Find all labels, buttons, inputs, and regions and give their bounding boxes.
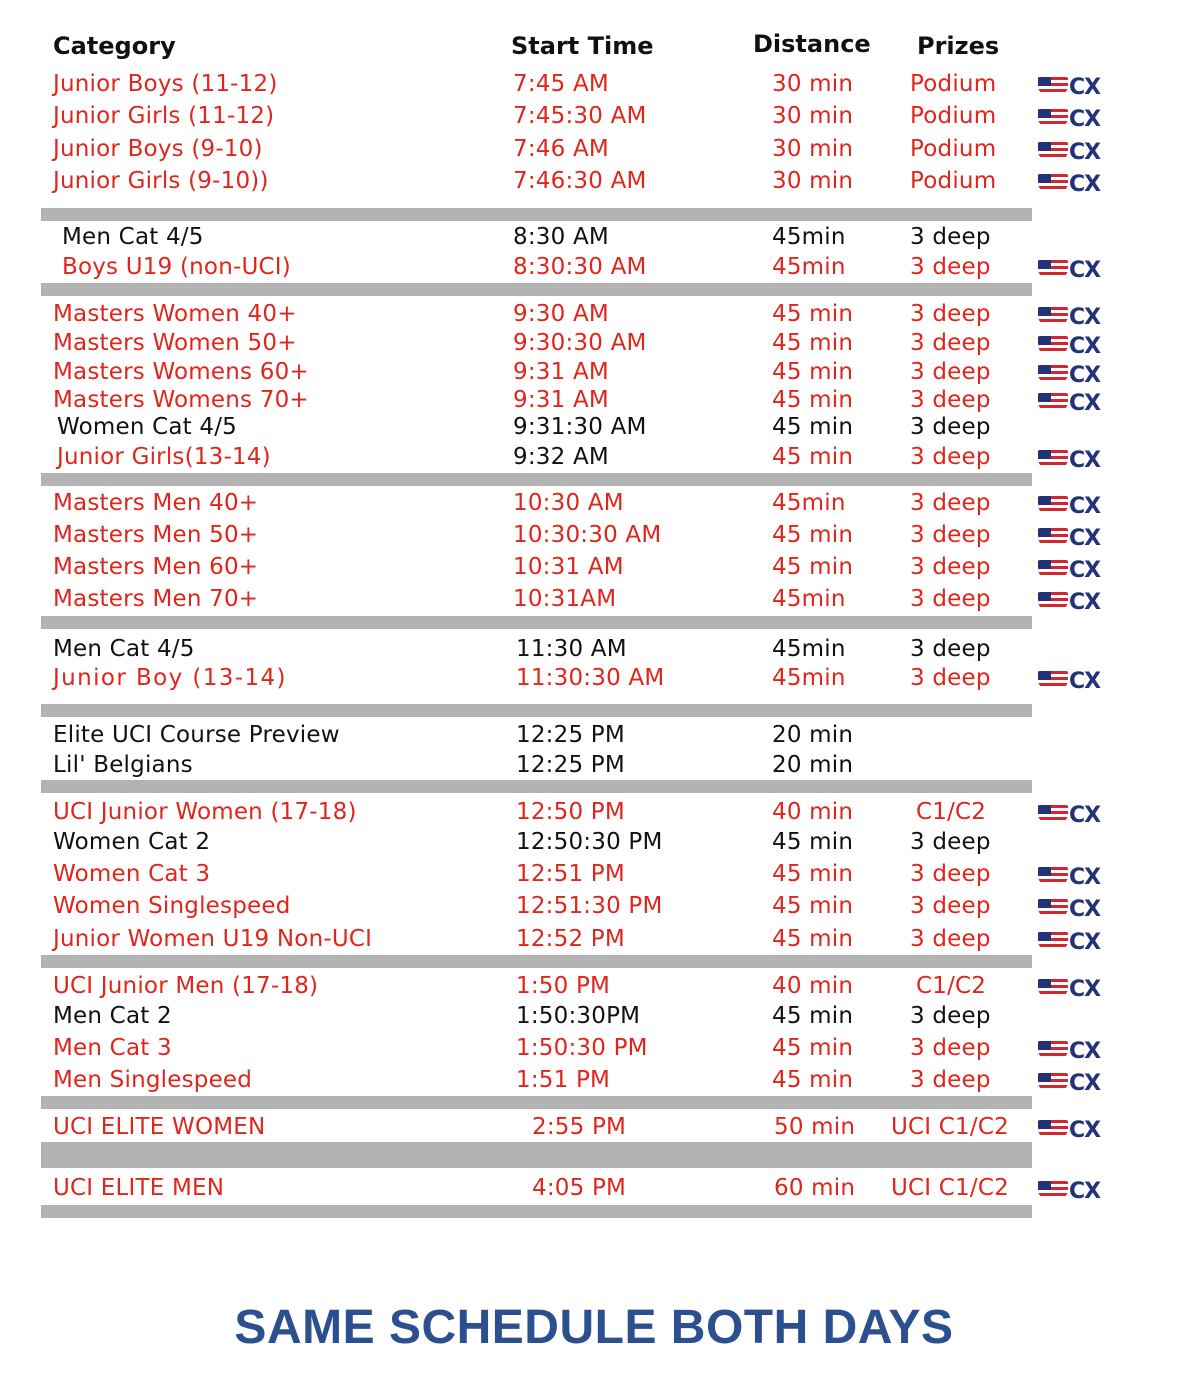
schedule-row — [0, 298, 1188, 330]
start-time-cell: 10:30:30 AM — [513, 522, 662, 548]
category-cell: Masters Women 50+ — [53, 330, 297, 356]
uscx-logo: CX — [1038, 257, 1104, 289]
us-flag-icon — [1038, 671, 1068, 689]
us-flag-icon — [1038, 1181, 1068, 1199]
header-category: Category — [53, 32, 176, 60]
start-time-cell: 12:50 PM — [516, 799, 625, 825]
prize-cell: UCI C1/C2 — [891, 1175, 1009, 1201]
us-flag-icon — [1038, 365, 1068, 383]
uscx-logo: CX — [1038, 802, 1104, 834]
schedule-row — [0, 1172, 1188, 1204]
prize-cell: 3 deep — [910, 444, 991, 470]
category-cell: Lil' Belgians — [53, 752, 193, 778]
prize-cell: C1/C2 — [916, 799, 987, 825]
distance-cell: 45 min — [772, 1003, 854, 1029]
start-time-cell: 9:31:30 AM — [513, 414, 647, 440]
schedule-row — [0, 970, 1188, 1002]
category-cell: Junior Boy (13-14) — [53, 665, 287, 691]
category-cell: Women Singlespeed — [53, 893, 291, 919]
us-flag-icon — [1038, 393, 1068, 411]
start-time-cell: 9:30 AM — [513, 301, 609, 327]
schedule-row — [0, 1111, 1188, 1143]
category-cell: Elite UCI Course Preview — [53, 722, 340, 748]
prize-cell: 3 deep — [910, 254, 991, 280]
distance-cell: 45min — [772, 224, 846, 250]
distance-cell: 30 min — [772, 136, 854, 162]
prize-cell: Podium — [910, 168, 997, 194]
uscx-logo: CX — [1038, 864, 1104, 896]
schedule-row — [0, 662, 1188, 694]
start-time-cell: 1:50:30PM — [516, 1003, 641, 1029]
distance-cell: 45 min — [772, 301, 854, 327]
us-flag-icon — [1038, 142, 1068, 160]
distance-cell: 45 min — [772, 926, 854, 952]
schedule-row — [0, 719, 1188, 751]
category-cell: Men Cat 4/5 — [53, 636, 195, 662]
category-cell: Men Singlespeed — [53, 1067, 253, 1093]
prize-cell: 3 deep — [910, 636, 991, 662]
uscx-logo: CX — [1038, 668, 1104, 700]
schedule-row — [0, 68, 1188, 100]
start-time-cell: 1:51 PM — [516, 1067, 611, 1093]
start-time-cell: 7:46 AM — [513, 136, 609, 162]
category-cell: Junior Women U19 Non-UCI — [53, 926, 373, 952]
prize-cell: C1/C2 — [916, 973, 987, 999]
us-flag-icon — [1038, 560, 1068, 578]
schedule-row — [0, 1064, 1188, 1096]
section-divider — [41, 780, 1032, 793]
distance-cell: 45min — [772, 586, 846, 612]
start-time-cell: 1:50:30 PM — [516, 1035, 648, 1061]
uscx-logo: CX — [1038, 171, 1104, 203]
us-flag-icon — [1038, 336, 1068, 354]
start-time-cell: 7:45 AM — [513, 71, 609, 97]
uscx-logo: CX — [1038, 1038, 1104, 1070]
start-time-cell: 12:25 PM — [516, 722, 625, 748]
start-time-cell: 9:31 AM — [513, 387, 609, 413]
uscx-logo: CX — [1038, 362, 1104, 394]
distance-cell: 30 min — [772, 103, 854, 129]
prize-cell: 3 deep — [910, 414, 991, 440]
category-cell: Junior Girls(13-14) — [57, 444, 271, 470]
category-cell: Boys U19 (non-UCI) — [62, 254, 291, 280]
prize-cell: 3 deep — [910, 490, 991, 516]
schedule-row — [0, 327, 1188, 359]
distance-cell: 45 min — [772, 861, 854, 887]
prize-cell: 3 deep — [910, 1035, 991, 1061]
schedule-row — [0, 251, 1188, 283]
prize-cell: UCI C1/C2 — [891, 1114, 1009, 1140]
header-prizes: Prizes — [917, 32, 1000, 60]
distance-cell: 45min — [772, 490, 846, 516]
distance-cell: 20 min — [772, 722, 854, 748]
distance-cell: 45 min — [772, 1067, 854, 1093]
uscx-logo: CX — [1038, 896, 1104, 928]
section-divider — [41, 283, 1032, 296]
prize-cell: 3 deep — [910, 829, 991, 855]
start-time-cell: 9:32 AM — [513, 444, 609, 470]
prize-cell: 3 deep — [910, 301, 991, 327]
schedule-row — [0, 551, 1188, 583]
distance-cell: 45 min — [772, 1035, 854, 1061]
schedule-row — [0, 1000, 1188, 1032]
section-divider — [41, 208, 1032, 221]
distance-cell: 45 min — [772, 387, 854, 413]
start-time-cell: 11:30:30 AM — [516, 665, 665, 691]
us-flag-icon — [1038, 932, 1068, 950]
start-time-cell: 12:51:30 PM — [516, 893, 663, 919]
section-divider — [41, 1142, 1032, 1168]
start-time-cell: 11:30 AM — [516, 636, 627, 662]
distance-cell: 30 min — [772, 168, 854, 194]
start-time-cell: 10:31AM — [513, 586, 617, 612]
start-time-cell: 7:45:30 AM — [513, 103, 647, 129]
schedule-row — [0, 826, 1188, 858]
distance-cell: 30 min — [772, 71, 854, 97]
section-divider — [41, 616, 1032, 629]
footer-note: SAME SCHEDULE BOTH DAYS — [234, 1301, 954, 1354]
distance-cell: 40 min — [772, 973, 854, 999]
distance-cell: 45 min — [772, 330, 854, 356]
distance-cell: 45 min — [772, 893, 854, 919]
distance-cell: 60 min — [774, 1175, 856, 1201]
category-cell: Masters Men 50+ — [53, 522, 259, 548]
prize-cell: 3 deep — [910, 522, 991, 548]
uscx-logo: CX — [1038, 976, 1104, 1008]
category-cell: UCI Junior Women (17-18) — [53, 799, 357, 825]
uscx-logo: CX — [1038, 1178, 1104, 1210]
schedule-row — [0, 796, 1188, 828]
uscx-logo: CX — [1038, 74, 1104, 106]
schedule-row — [0, 923, 1188, 955]
start-time-cell: 12:52 PM — [516, 926, 625, 952]
uscx-logo: CX — [1038, 139, 1104, 171]
us-flag-icon — [1038, 260, 1068, 278]
us-flag-icon — [1038, 899, 1068, 917]
schedule-row — [0, 221, 1188, 253]
schedule-row — [0, 1032, 1188, 1064]
category-cell: Masters Men 60+ — [53, 554, 259, 580]
us-flag-icon — [1038, 174, 1068, 192]
start-time-cell: 12:25 PM — [516, 752, 625, 778]
schedule-row — [0, 411, 1188, 443]
category-cell: Masters Womens 60+ — [53, 359, 309, 385]
us-flag-icon — [1038, 496, 1068, 514]
header-start-time: Start Time — [511, 32, 654, 60]
schedule-row — [0, 890, 1188, 922]
us-flag-icon — [1038, 1120, 1068, 1138]
start-time-cell: 4:05 PM — [532, 1175, 627, 1201]
start-time-cell: 10:31 AM — [513, 554, 624, 580]
category-cell: Men Cat 2 — [53, 1003, 172, 1029]
schedule-row — [0, 858, 1188, 890]
start-time-cell: 12:51 PM — [516, 861, 625, 887]
start-time-cell: 9:31 AM — [513, 359, 609, 385]
distance-cell: 45 min — [772, 444, 854, 470]
uscx-logo: CX — [1038, 390, 1104, 422]
category-cell: Masters Womens 70+ — [53, 387, 309, 413]
prize-cell: 3 deep — [910, 586, 991, 612]
section-divider — [41, 1205, 1032, 1218]
category-cell: Masters Men 40+ — [53, 490, 259, 516]
schedule-header — [0, 30, 1188, 68]
start-time-cell: 8:30 AM — [513, 224, 609, 250]
prize-cell: 3 deep — [910, 330, 991, 356]
category-cell: Junior Girls (11-12) — [53, 103, 275, 129]
category-cell: UCI Junior Men (17-18) — [53, 973, 319, 999]
start-time-cell: 8:30:30 AM — [513, 254, 647, 280]
schedule-row — [0, 519, 1188, 551]
uscx-logo: CX — [1038, 1070, 1104, 1102]
distance-cell: 50 min — [774, 1114, 856, 1140]
prize-cell: 3 deep — [910, 926, 991, 952]
distance-cell: 45 min — [772, 522, 854, 548]
section-divider — [41, 955, 1032, 968]
category-cell: Junior Boys (11-12) — [53, 71, 278, 97]
prize-cell: 3 deep — [910, 1003, 991, 1029]
category-cell: UCI ELITE WOMEN — [53, 1114, 266, 1140]
us-flag-icon — [1038, 979, 1068, 997]
distance-cell: 45min — [772, 636, 846, 662]
category-cell: Masters Women 40+ — [53, 301, 297, 327]
section-divider — [41, 473, 1032, 486]
distance-cell: 45 min — [772, 359, 854, 385]
uscx-logo: CX — [1038, 333, 1104, 365]
prize-cell: 3 deep — [910, 387, 991, 413]
prize-cell: 3 deep — [910, 1067, 991, 1093]
us-flag-icon — [1038, 1041, 1068, 1059]
schedule-row — [0, 441, 1188, 473]
uscx-logo: CX — [1038, 525, 1104, 557]
start-time-cell: 1:50 PM — [516, 973, 611, 999]
prize-cell: 3 deep — [910, 861, 991, 887]
header-distance: Distance — [753, 30, 871, 58]
schedule-row — [0, 633, 1188, 665]
prize-cell: 3 deep — [910, 893, 991, 919]
uscx-logo: CX — [1038, 447, 1104, 479]
schedule-row — [0, 165, 1188, 197]
uscx-logo: CX — [1038, 1117, 1104, 1149]
prize-cell: 3 deep — [910, 665, 991, 691]
category-cell: Junior Girls (9-10)) — [53, 168, 269, 194]
distance-cell: 45min — [772, 665, 846, 691]
prize-cell: 3 deep — [910, 224, 991, 250]
category-cell: Masters Men 70+ — [53, 586, 259, 612]
us-flag-icon — [1038, 77, 1068, 95]
us-flag-icon — [1038, 1073, 1068, 1091]
prize-cell: Podium — [910, 136, 997, 162]
schedule-row — [0, 100, 1188, 132]
distance-cell: 45 min — [772, 414, 854, 440]
category-cell: Women Cat 3 — [53, 861, 211, 887]
prize-cell: Podium — [910, 71, 997, 97]
prize-cell: 3 deep — [910, 554, 991, 580]
section-divider — [41, 704, 1032, 717]
us-flag-icon — [1038, 805, 1068, 823]
start-time-cell: 7:46:30 AM — [513, 168, 647, 194]
us-flag-icon — [1038, 592, 1068, 610]
distance-cell: 45 min — [772, 554, 854, 580]
category-cell: Junior Boys (9-10) — [53, 136, 263, 162]
us-flag-icon — [1038, 450, 1068, 468]
us-flag-icon — [1038, 109, 1068, 127]
start-time-cell: 9:30:30 AM — [513, 330, 647, 356]
category-cell: Women Cat 4/5 — [57, 414, 238, 440]
us-flag-icon — [1038, 867, 1068, 885]
uscx-logo: CX — [1038, 106, 1104, 138]
start-time-cell: 2:55 PM — [532, 1114, 627, 1140]
schedule-row — [0, 487, 1188, 519]
uscx-logo: CX — [1038, 304, 1104, 336]
start-time-cell: 10:30 AM — [513, 490, 624, 516]
uscx-logo: CX — [1038, 589, 1104, 621]
category-cell: Men Cat 3 — [53, 1035, 172, 1061]
uscx-logo: CX — [1038, 929, 1104, 961]
category-cell: Women Cat 2 — [53, 829, 211, 855]
distance-cell: 20 min — [772, 752, 854, 778]
uscx-logo: CX — [1038, 557, 1104, 589]
prize-cell: 3 deep — [910, 359, 991, 385]
section-divider — [41, 1096, 1032, 1109]
uscx-logo: CX — [1038, 493, 1104, 525]
schedule-row — [0, 133, 1188, 165]
category-cell: UCI ELITE MEN — [53, 1175, 225, 1201]
schedule-row — [0, 583, 1188, 615]
us-flag-icon — [1038, 528, 1068, 546]
prize-cell: Podium — [910, 103, 997, 129]
start-time-cell: 12:50:30 PM — [516, 829, 663, 855]
us-flag-icon — [1038, 307, 1068, 325]
schedule-row — [0, 749, 1188, 781]
distance-cell: 45min — [772, 254, 846, 280]
distance-cell: 45 min — [772, 829, 854, 855]
category-cell: Men Cat 4/5 — [62, 224, 204, 250]
distance-cell: 40 min — [772, 799, 854, 825]
